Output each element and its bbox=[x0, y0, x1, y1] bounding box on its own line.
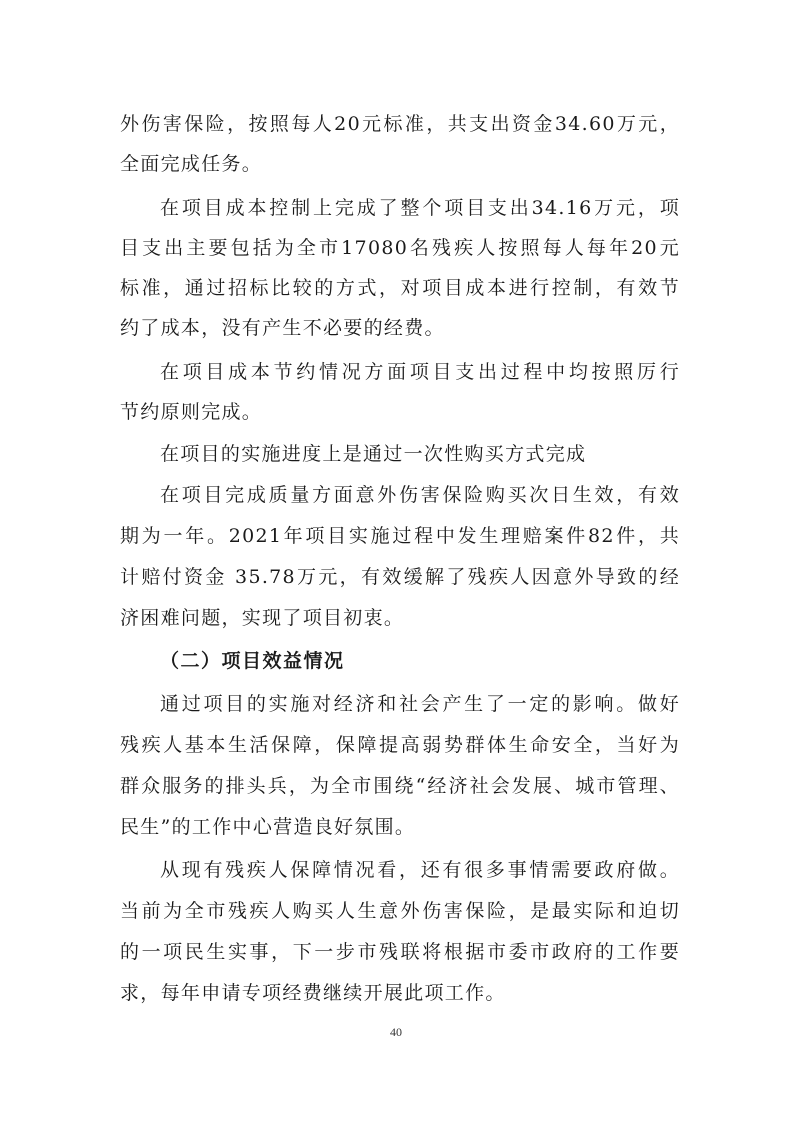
text-line-1: 外伤害保险，按照每人20元标准，共支出资金34.60万元， bbox=[120, 113, 680, 135]
text-line-5: 标准，通过招标比较的方式，对项目成本进行控制，有效节 bbox=[120, 277, 680, 299]
text-line-21: 的一项民生实事，下一步市残联将根据市委市政府的工作要 bbox=[120, 941, 680, 963]
section-heading: （二）项目效益情况 bbox=[160, 650, 345, 672]
text-line-10: 在项目完成质量方面意外伤害保险购买次日生效，有效 bbox=[160, 484, 680, 506]
text-line-6: 约了成本，没有产生不必要的经费。 bbox=[120, 317, 445, 339]
text-line-12: 计赔付资金 35.78万元，有效缓解了残疾人因意外导致的经 bbox=[120, 566, 680, 588]
text-line-22: 求，每年申请专项经费继续开展此项工作。 bbox=[120, 982, 506, 1004]
text-line-20: 当前为全市残疾人购买人生意外伤害保险，是最实际和迫切 bbox=[120, 900, 680, 922]
text-line-2: 全面完成任务。 bbox=[120, 153, 263, 175]
text-line-3: 在项目成本控制上完成了整个项目支出34.16万元，项 bbox=[160, 197, 680, 219]
text-line-8: 节约原则完成。 bbox=[120, 401, 263, 423]
text-line-18: 民生”的工作中心营造良好氛围。 bbox=[120, 816, 416, 838]
text-line-17: 群众服务的排头兵，为全市围绕“经济社会发展、城市管理、 bbox=[120, 775, 680, 797]
page-number: 40 bbox=[390, 1025, 402, 1039]
text-line-19: 从现有残疾人保障情况看，还有很多事情需要政府做。 bbox=[160, 859, 680, 881]
text-line-7: 在项目成本节约情况方面项目支出过程中均按照厉行 bbox=[160, 361, 680, 383]
text-line-9: 在项目的实施进度上是通过一次性购买方式完成 bbox=[160, 443, 587, 465]
text-line-15: 通过项目的实施对经济和社会产生了一定的影响。做好 bbox=[160, 693, 680, 715]
text-line-11: 期为一年。2021年项目实施过程中发生理赔案件82件，共 bbox=[120, 525, 680, 547]
text-line-13: 济困难问题，实现了项目初衷。 bbox=[120, 607, 405, 629]
text-line-4: 目支出主要包括为全市17080名残疾人按照每人每年20元 bbox=[120, 237, 680, 259]
text-line-16: 残疾人基本生活保障，保障提高弱势群体生命安全，当好为 bbox=[120, 734, 680, 756]
